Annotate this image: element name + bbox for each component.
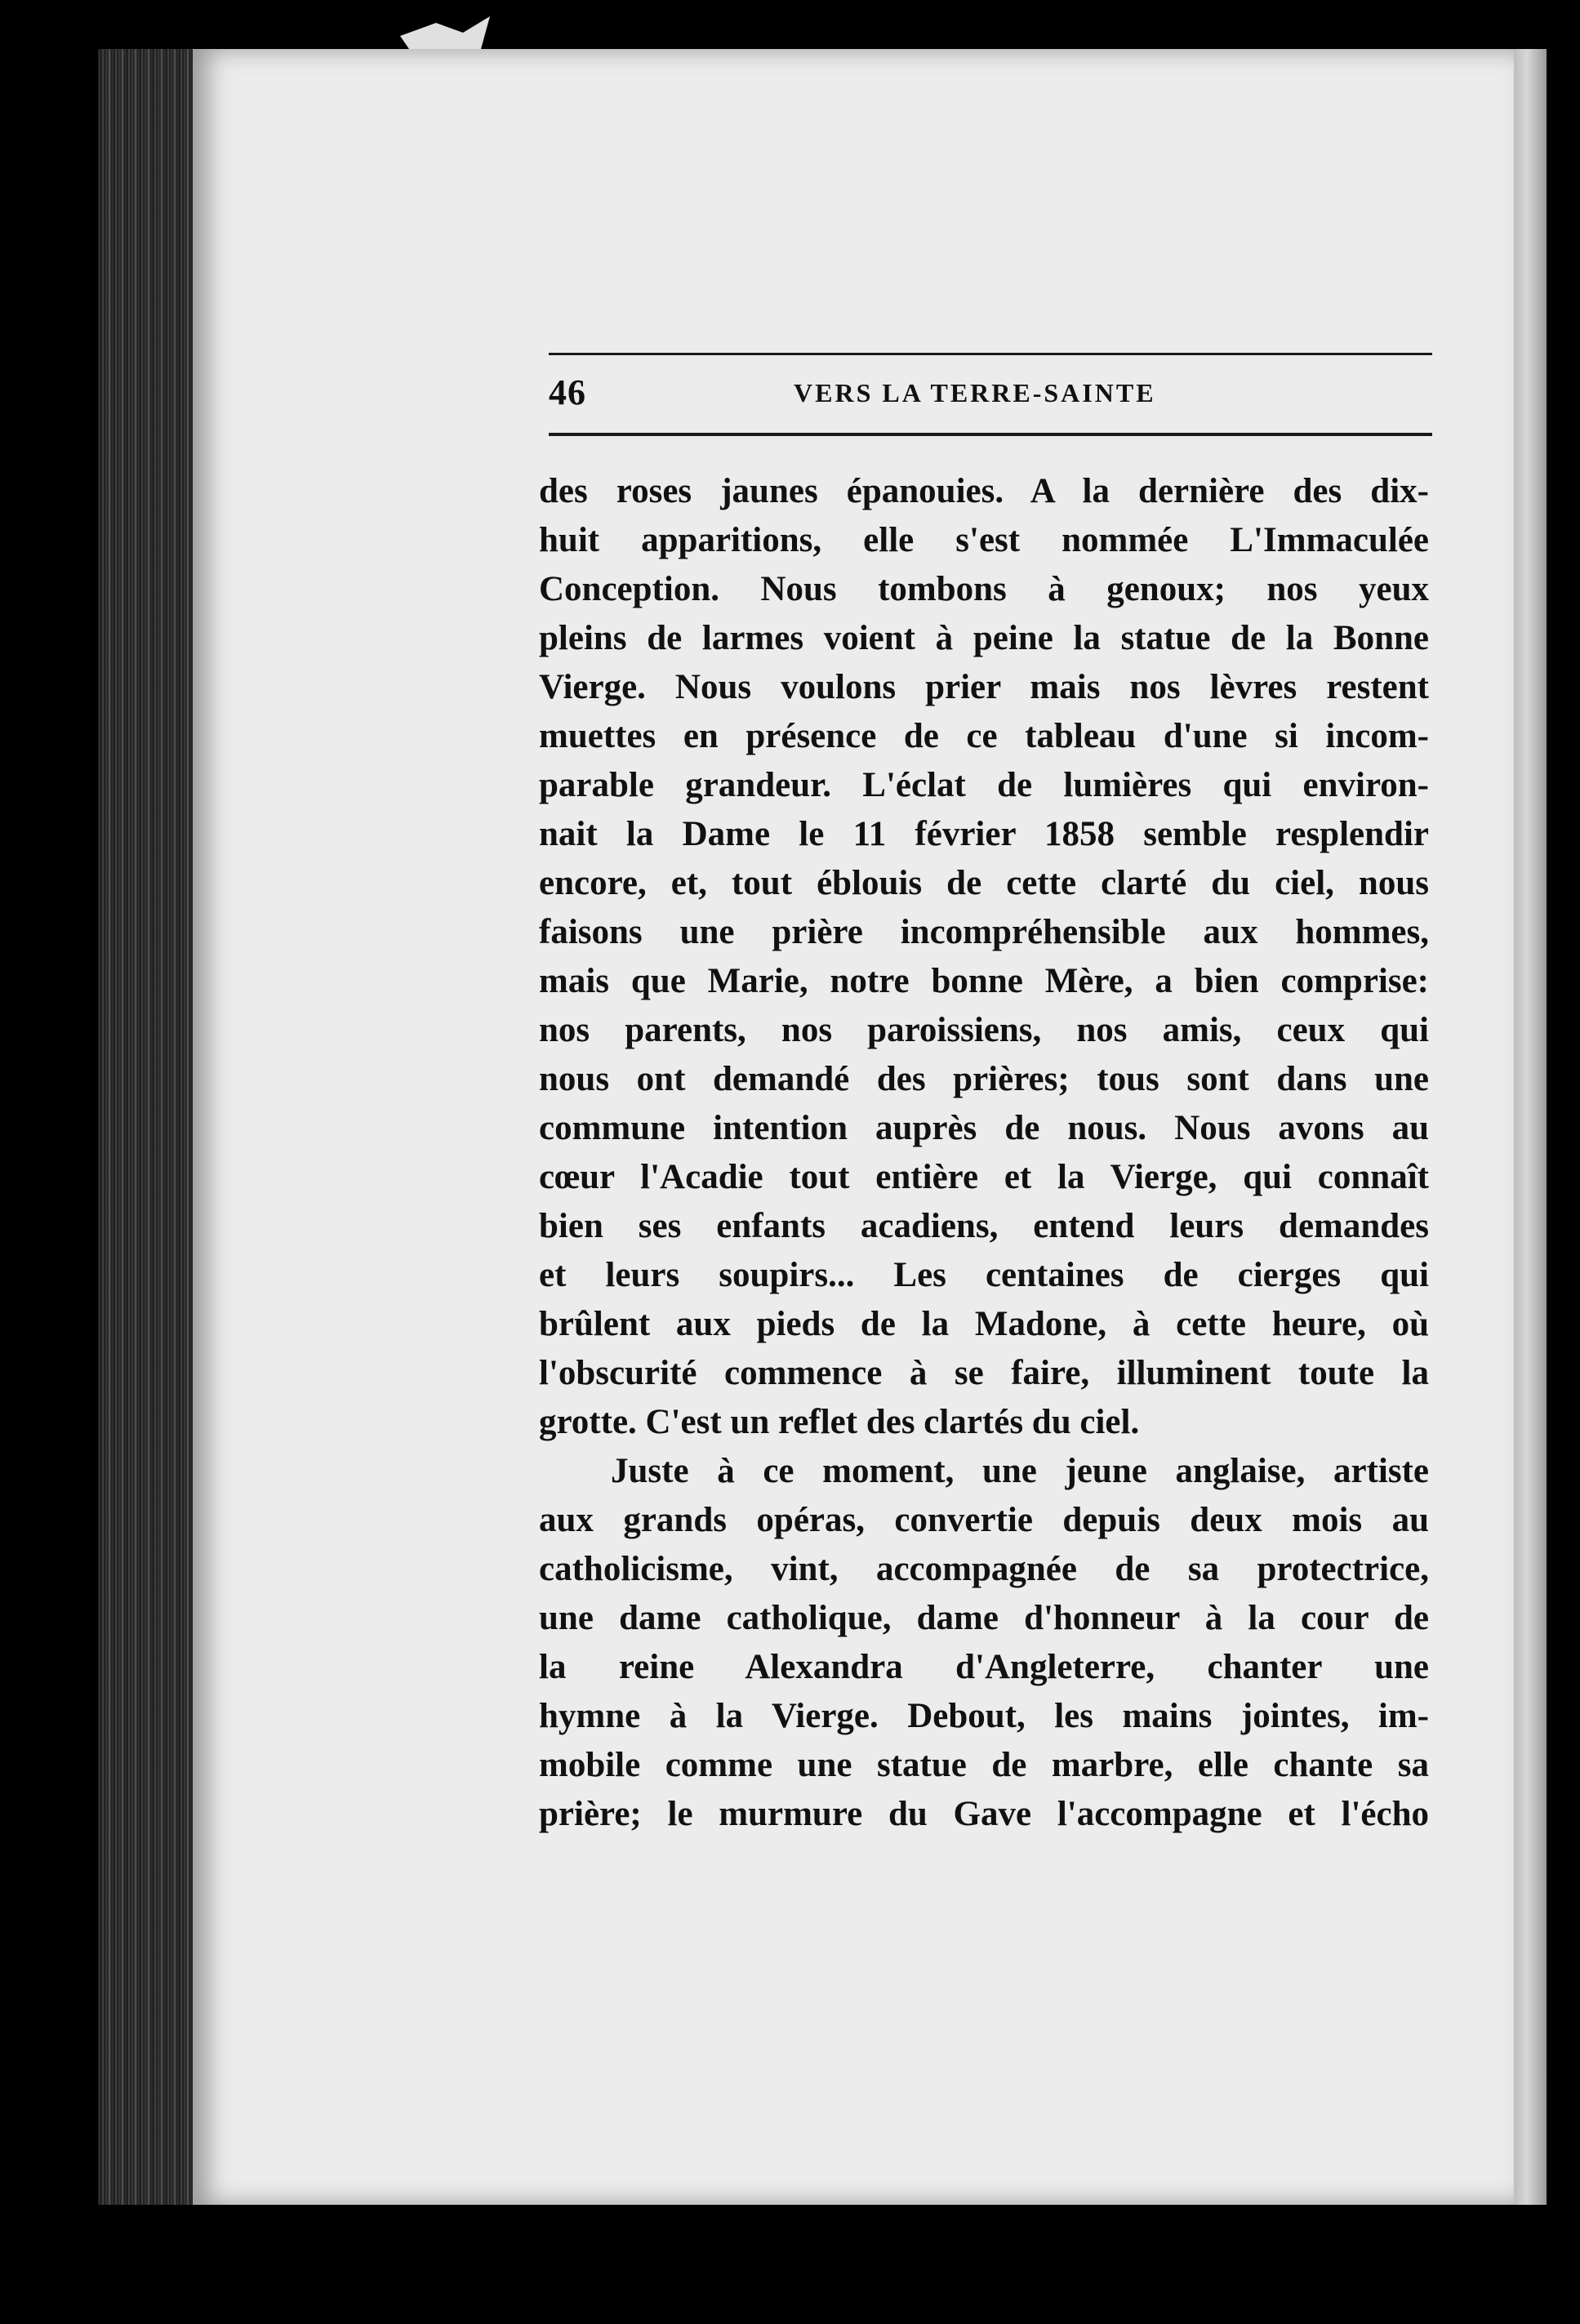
text-line: une dame catholique, dame d'honneur à la cour de: [539, 1599, 1429, 1637]
facing-page-edge: [1514, 49, 1547, 2205]
text-line: nos parents, nos paroissiens, nos amis, ceux qui: [539, 1011, 1429, 1049]
text-line: et leurs soupirs... Les centaines de cierges qui: [539, 1256, 1429, 1294]
header-rule-bottom: [549, 433, 1432, 436]
text-line: nous ont demandé des prières; tous sont dans une: [539, 1060, 1429, 1098]
text-line: nait la Dame le 11 février 1858 semble resplendir: [539, 815, 1429, 853]
text-line: catholicisme, vint, accompagnée de sa protectrice,: [539, 1550, 1429, 1588]
text-line: huit apparitions, elle s'est nommée L'Immaculée: [539, 521, 1429, 559]
header-rule-top: [549, 353, 1432, 355]
text-line: brûlent aux pieds de la Madone, à cette heure, où: [539, 1305, 1429, 1343]
text-line: mais que Marie, notre bonne Mère, a bien comprise:: [539, 962, 1429, 1000]
text-line: muettes en présence de ce tableau d'une si incom-: [539, 717, 1429, 755]
text-line: l'obscurité commence à se faire, illuminent toute la: [539, 1354, 1429, 1392]
text-line: aux grands opéras, convertie depuis deux mois au: [539, 1501, 1429, 1539]
body-text: [539, 467, 1429, 1839]
book-page-edges: [98, 49, 204, 2205]
text-line: cœur l'Acadie tout entière et la Vierge, qui connaît: [539, 1158, 1429, 1196]
text-line: prière; le murmure du Gave l'accompagne et l'écho: [539, 1795, 1429, 1833]
paragraph-first-line: Juste à ce moment, une jeune anglaise, artiste: [611, 1452, 1429, 1490]
text-line: pleins de larmes voient à peine la statue de la Bonne: [539, 619, 1429, 657]
text-line: la reine Alexandra d'Angleterre, chanter une: [539, 1648, 1429, 1686]
scan-border-left: [0, 0, 114, 2324]
text-line: des roses jaunes épanouies. A la dernière des dix-: [539, 472, 1429, 510]
text-line: hymne à la Vierge. Debout, les mains jointes, im-: [539, 1697, 1429, 1735]
text-line: faisons une prière incompréhensible aux hommes,: [539, 913, 1429, 951]
text-line: parable grandeur. L'éclat de lumières qui environ-: [539, 766, 1429, 804]
running-title: VERS LA TERRE-SAINTE: [794, 378, 1156, 407]
paragraph-last-line: grotte. C'est un reflet des clartés du ciel.: [539, 1403, 1140, 1441]
text-line: Vierge. Nous voulons prier mais nos lèvres restent: [539, 668, 1429, 706]
text-line: encore, et, tout éblouis de cette clarté du ciel, nous: [539, 864, 1429, 902]
page-number: 46: [549, 372, 586, 412]
scan-border-right: [1547, 0, 1580, 2324]
text-line: commune intention auprès de nous. Nous avons au: [539, 1109, 1429, 1147]
scan-artifact: [400, 16, 490, 49]
text-line: mobile comme une statue de marbre, elle chante sa: [539, 1746, 1429, 1784]
text-line: Conception. Nous tombons à genoux; nos yeux: [539, 570, 1429, 608]
text-line: bien ses enfants acadiens, entend leurs demandes: [539, 1207, 1429, 1245]
